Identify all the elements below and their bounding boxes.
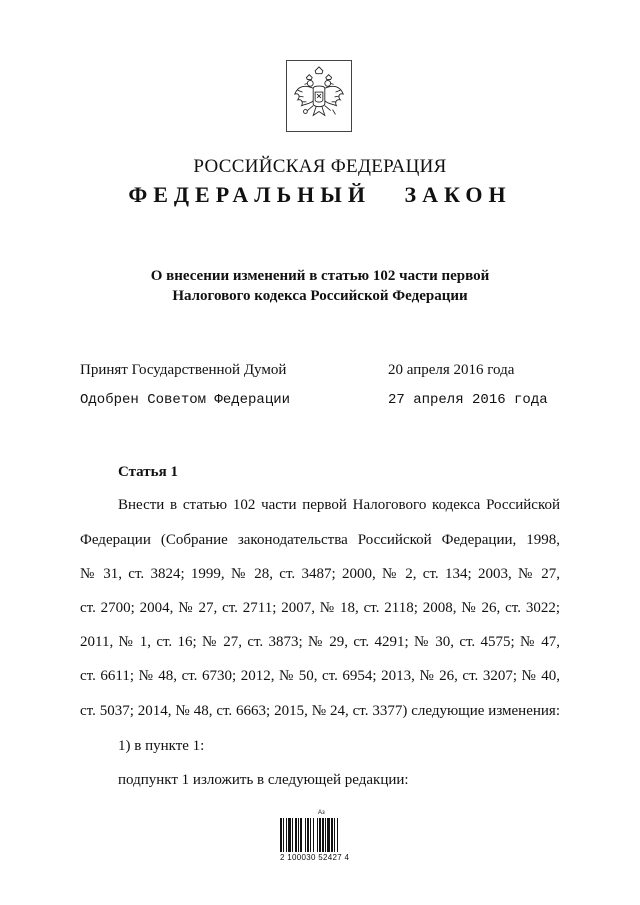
barcode-number: 2 100030 52427 4 [280,853,350,862]
barcode-bar [310,818,311,852]
article-text-line: ст. 5037; 2014, № 48, ст. 6663; 2015, № 24, ст. 3377) следующие изменения: [80,703,560,719]
adoption-row-duma [80,362,560,379]
adoption-date: 20 апреля 2016 года [388,362,515,378]
law-subject [0,266,640,306]
barcode-bar [307,818,309,852]
article-subitem: подпункт 1 изложить в следующей редакции: [118,772,409,788]
barcode-bar [322,818,324,852]
article-text-line: Внести в статью 102 части первой Налогового кодекса Российской [118,497,560,513]
adoption-label: Принят Государственной Думой [80,362,287,378]
article-item: 1) в пункте 1: [118,738,205,754]
country-name: РОССИЙСКАЯ ФЕДЕРАЦИЯ [193,156,447,177]
barcode-mark: Аз [318,810,325,816]
barcode-bar [334,818,335,852]
barcode-bar [288,818,291,852]
adoption-label: Одобрен Советом Федерации [80,392,291,408]
barcode-bar [327,818,330,852]
law-type-title: ФЕДЕРАЛЬНЫЙ ЗАКОН [128,182,512,207]
barcode-bar [317,818,318,852]
article-text-line: № 31, ст. 3824; 1999, № 28, ст. 3487; 2000, № 2, ст. 134; 2003, № 27, [80,566,560,582]
article-text-line: ст. 2700; 2004, № 27, ст. 2711; 2007, № 18, ст. 2118; 2008, № 26, ст. 3022; [80,600,560,616]
article-text-line: ст. 6611; № 48, ст. 6730; 2012, № 50, ст. 6954; 2013, № 26, ст. 3207; № 40, [80,668,560,684]
article-text-line: Федерации (Собрание законодательства Российской Федерации, 1998, [80,532,560,548]
barcode-bars [280,818,364,852]
barcode-bar [331,818,333,852]
adoption-row-federation-council [80,392,560,408]
barcode-bar [313,818,314,852]
barcode-bar [337,818,338,852]
coat-of-arms-emblem [286,60,352,132]
article-text-line: 2011, № 1, ст. 16; № 27, ст. 3873; № 29, ст. 4291; № 30, ст. 4575; № 47, [80,634,560,650]
law-subject-line: Налогового кодекса Российской Федерации [172,288,468,304]
document-barcode [280,810,364,862]
barcode-bar [286,818,287,852]
barcode-bar [280,818,282,852]
adoption-date: 27 апреля 2016 года [388,392,548,408]
law-subject-line: О внесении изменений в статью 102 части первой [150,268,490,284]
barcode-bar [298,818,299,852]
barcode-bar [295,818,297,852]
barcode-bar [305,818,306,852]
barcode-bar [283,818,284,852]
barcode-bar [325,818,326,852]
double-headed-eagle-icon [287,61,351,131]
barcode-bar [319,818,321,852]
barcode-bar [292,818,293,852]
article-heading: Статья 1 [118,464,178,480]
barcode-bar [300,818,302,852]
